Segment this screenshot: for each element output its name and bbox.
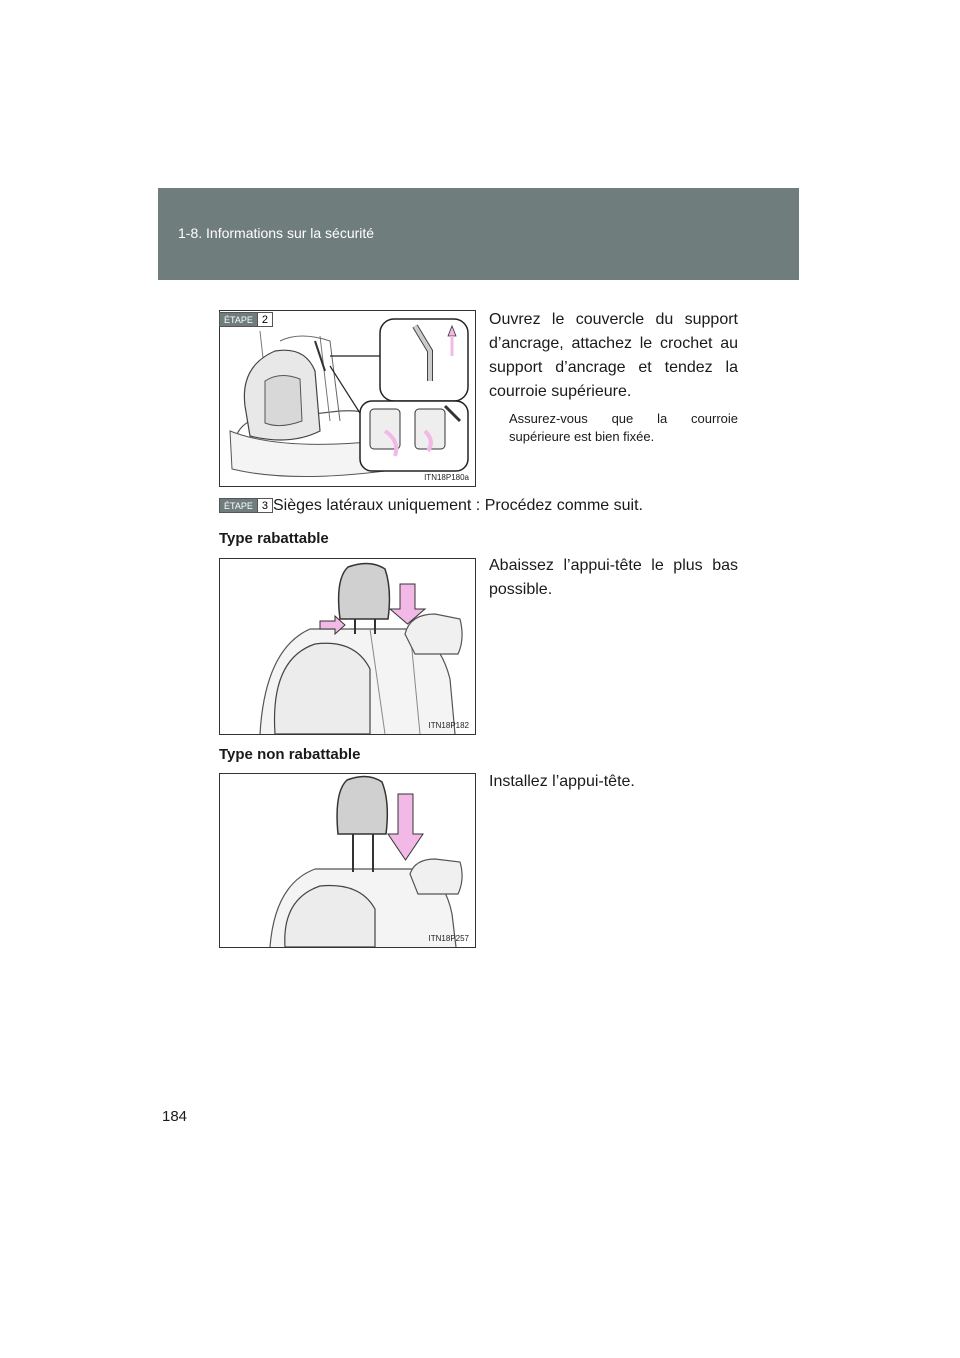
figure-code: ITN18P180a <box>424 473 469 482</box>
tether-anchor-illustration <box>220 311 475 486</box>
step-3-badge <box>219 498 273 513</box>
figure-folding-headrest <box>219 558 476 735</box>
figure-code: ITN18P257 <box>428 934 469 943</box>
step-badge-number: 3 <box>258 498 273 513</box>
non-folding-type-instruction: Installez l’appui-tête. <box>489 773 635 790</box>
non-folding-headrest-illustration <box>220 774 475 947</box>
section-title: 1-8. Informations sur la sécurité <box>178 225 375 241</box>
section-header <box>158 188 799 280</box>
step-2-note: Assurez-vous que la courroie supérieure est bien fixée. <box>509 411 738 444</box>
folding-type-heading: Type rabattable <box>219 530 329 547</box>
figure-non-folding-headrest <box>219 773 476 948</box>
page-number: 184 <box>162 1108 188 1125</box>
step-3-instruction: Sièges latéraux uniquement : Procédez comme suit. <box>273 497 643 514</box>
step-badge-number: 2 <box>258 312 273 327</box>
step-2-badge <box>219 312 273 327</box>
figure-tether-anchor <box>219 310 476 487</box>
non-folding-type-heading: Type non rabattable <box>219 746 361 763</box>
step-badge-label: ÉTAPE <box>219 498 258 513</box>
folding-type-instruction: Abaissez l’appui-tête le plus bas possible. <box>489 557 738 598</box>
figure-code: ITN18P182 <box>428 721 469 730</box>
folding-headrest-illustration <box>220 559 475 734</box>
step-badge-label: ÉTAPE <box>219 312 258 327</box>
step-2-instruction: Ouvrez le couvercle du support d’ancrage, attachez le crochet au support d’ancrage et tendez la courroie supérieure. <box>489 311 738 400</box>
